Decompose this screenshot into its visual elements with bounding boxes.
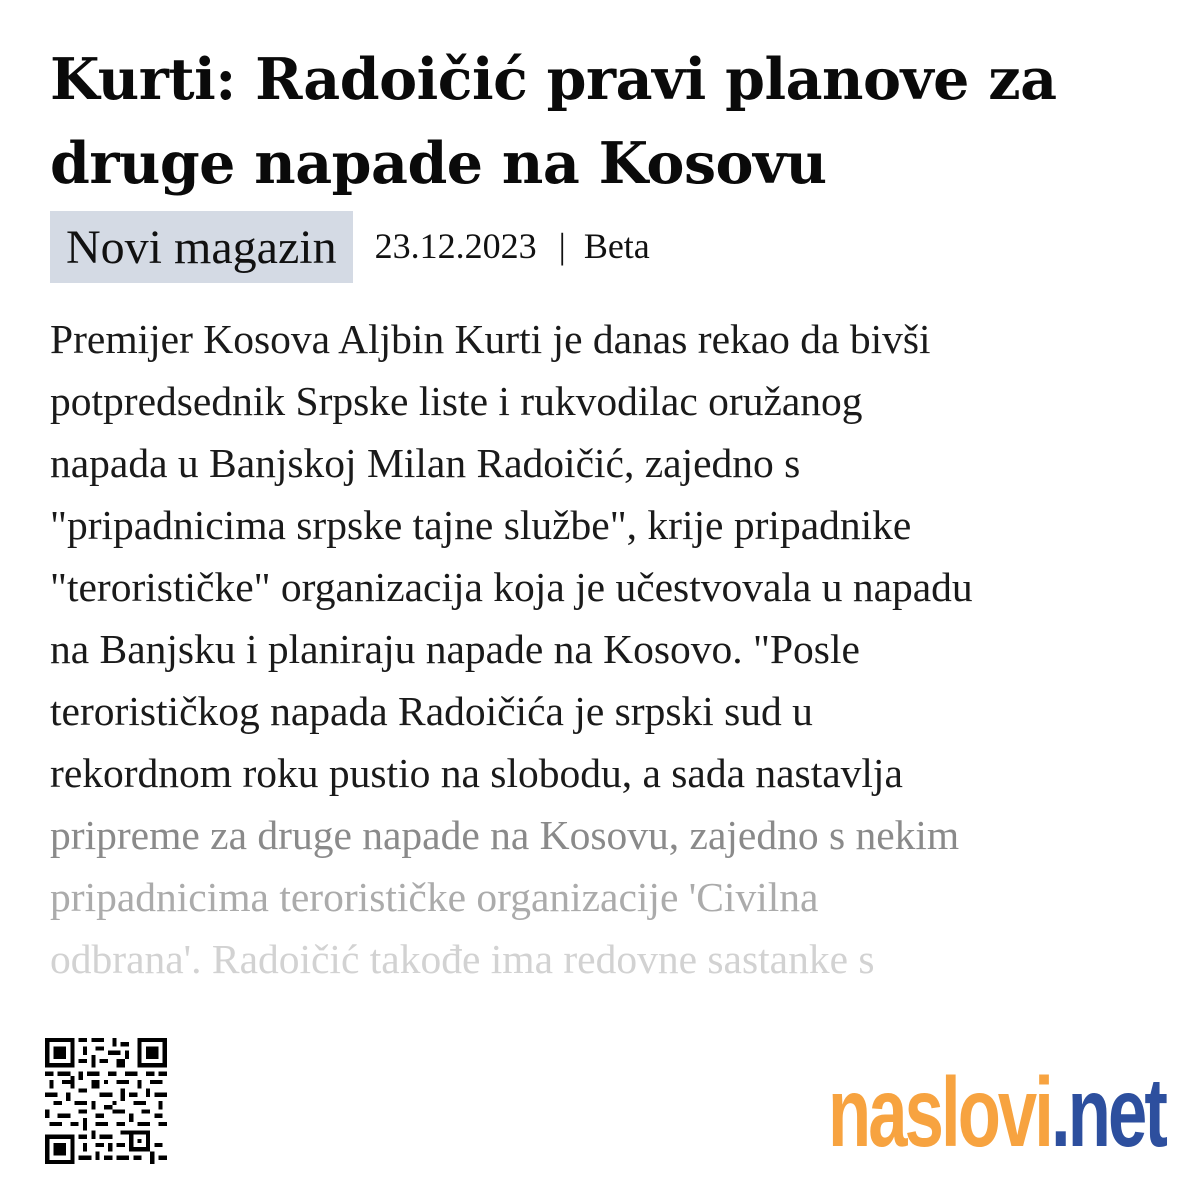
- body-line-faded: pripadnicima terorističke organizacije 'Civilna: [50, 874, 819, 920]
- body-line: terorističkog napada Radoičića je srpski sud u: [50, 688, 813, 734]
- logo-text-primary: naslovi: [828, 1057, 1052, 1167]
- body-line-faded: pripreme za druge napade na Kosovu, zajedno s nekim: [50, 812, 960, 858]
- article-date: 23.12.2023: [374, 226, 537, 266]
- meta-line: [375, 225, 650, 267]
- body-line-faded: odbrana'. Radoičić takođe ima redovne sastanke s: [50, 936, 875, 982]
- logo-text-domain: .net: [1051, 1057, 1165, 1167]
- naslovi-logo[interactable]: [828, 1057, 1165, 1167]
- body-line: "pripadnicima srpske tajne službe", krije pripadnike: [50, 502, 912, 548]
- body-line: Premijer Kosova Aljbin Kurti je danas rekao da bivši: [50, 316, 931, 362]
- article-body: [50, 308, 1170, 990]
- article-agency: Beta: [583, 226, 650, 266]
- meta-separator: |: [558, 226, 566, 266]
- body-line: rekordnom roku pustio na slobodu, a sada nastavlja: [50, 750, 903, 796]
- body-line: "terorističke" organizacija koja je učestvovala u napadu: [50, 564, 973, 610]
- qr-code-icon[interactable]: [45, 1038, 167, 1164]
- article-title: Kurti: Radoičić pravi planove za druge napade na Kosovu: [50, 46, 1057, 197]
- body-line: potpredsednik Srpske liste i rukvodilac oružanog: [50, 378, 863, 424]
- source-badge[interactable]: Novi magazin: [50, 211, 353, 283]
- article-meta: [50, 211, 650, 283]
- body-line: na Banjsku i planiraju napade na Kosovo. "Posle: [50, 626, 860, 672]
- body-line: napada u Banjskoj Milan Radoičić, zajedno s: [50, 440, 801, 486]
